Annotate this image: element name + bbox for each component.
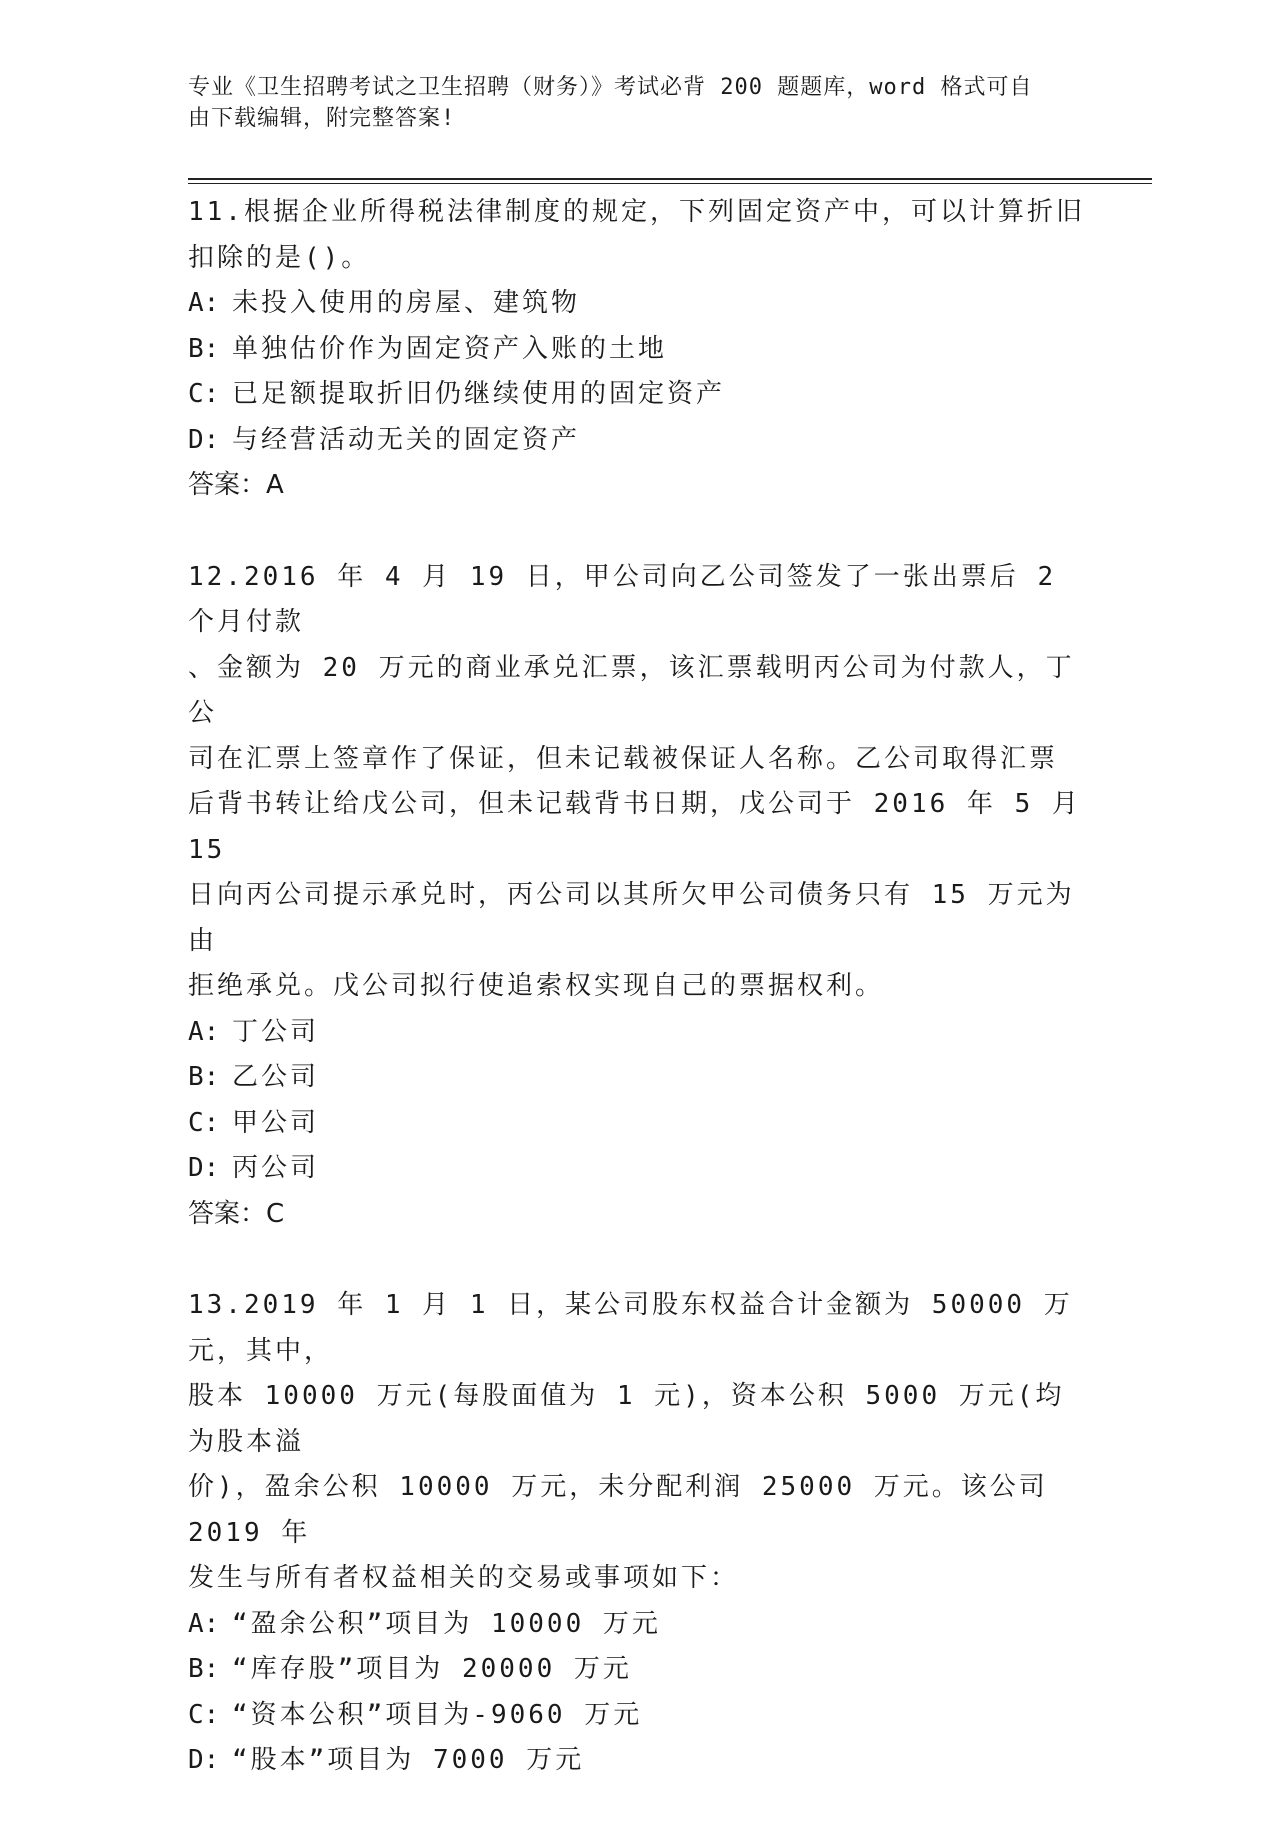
option-a [188, 1602, 1088, 1648]
question-12 [188, 555, 1088, 1238]
header-divider [188, 178, 1152, 184]
option-a [188, 281, 1088, 327]
option-d [188, 1738, 1088, 1784]
option-key: B: [188, 333, 220, 364]
option-c [188, 1693, 1088, 1739]
question-stem-line: 发生与所有者权益相关的交易或事项如下： [188, 1563, 740, 1593]
answer-line: 答案：A [188, 470, 284, 500]
option-b [188, 327, 1088, 373]
option-a [188, 1010, 1088, 1056]
question-11 [188, 190, 1088, 509]
question-stem-line: 11.根据企业所得税法律制度的规定，下列固定资产中，可以计算折旧 [188, 197, 1085, 227]
option-key: D: [188, 1745, 220, 1775]
document-header [188, 72, 1068, 134]
option-c [188, 1101, 1088, 1147]
question-stem-line: 12.2016 年 4 月 19 日，甲公司向乙公司签发了一张出票后 2 个月付款 [188, 561, 1057, 637]
header-line-2: 由下载编辑，附完整答案! [188, 106, 456, 131]
question-stem-line: 13.2019 年 1 月 1 日，某公司股东权益合计金额为 50000 万元，其中， [188, 1290, 1073, 1366]
option-key: D: [188, 1153, 220, 1183]
question-stem-line: 拒绝承兑。戊公司拟行使追索权实现自己的票据权利。 [188, 971, 885, 1001]
question-list [188, 190, 1088, 1830]
option-text: 单独估价作为固定资产入账的土地 [232, 333, 668, 364]
option-key: D: [188, 424, 220, 455]
question-13 [188, 1283, 1088, 1784]
option-text: 与经营活动无关的固定资产 [232, 424, 581, 455]
question-stem-line: 日向丙公司提示承兑时，丙公司以其所欠甲公司债务只有 15 万元为由 [188, 880, 1075, 956]
option-c [188, 372, 1088, 418]
question-stem-line: 、金额为 20 万元的商业承兑汇票，该汇票载明丙公司为付款人，丁公 [188, 652, 1075, 728]
option-d [188, 1146, 1088, 1192]
question-stem-line: 司在汇票上签章作了保证，但未记载被保证人名称。乙公司取得汇票 [188, 743, 1059, 774]
option-text: 已足额提取折旧仍继续使用的固定资产 [232, 379, 726, 409]
answer-line: 答案：C [188, 1198, 285, 1229]
option-key: C: [188, 1699, 220, 1730]
option-key: A: [188, 1608, 220, 1639]
question-stem-line: 后背书转让给戊公司，但未记载背书日期，戊公司于 2016 年 5 月 15 [188, 789, 1081, 865]
option-text: “资本公积”项目为-9060 万元 [232, 1699, 643, 1730]
question-stem-line: 扣除的是()。 [188, 242, 371, 273]
question-stem-line: 价)，盈余公积 10000 万元，未分配利润 25000 万元。该公司 2019 年 [188, 1472, 1048, 1548]
option-key: B: [188, 1654, 220, 1684]
option-b [188, 1055, 1088, 1101]
question-stem-line: 股本 10000 万元(每股面值为 1 元)，资本公积 5000 万元(均为股本溢 [188, 1381, 1065, 1457]
option-text: “盈余公积”项目为 10000 万元 [232, 1608, 661, 1639]
header-line-1: 专业《卫生招聘考试之卫生招聘（财务）》考试必背 200 题题库，word 格式可自 [188, 75, 1033, 100]
option-text: 丙公司 [232, 1153, 320, 1183]
option-text: 丁公司 [232, 1016, 320, 1047]
option-text: “库存股”项目为 20000 万元 [232, 1654, 632, 1684]
option-d [188, 418, 1088, 464]
option-text: 乙公司 [232, 1062, 320, 1092]
option-text: 未投入使用的房屋、建筑物 [232, 288, 581, 318]
option-key: C: [188, 379, 220, 409]
option-key: A: [188, 1016, 220, 1047]
option-key: B: [188, 1062, 220, 1092]
option-text: “股本”项目为 7000 万元 [232, 1745, 585, 1775]
option-text: 甲公司 [232, 1107, 320, 1138]
option-b [188, 1647, 1088, 1693]
option-key: A: [188, 288, 220, 318]
option-key: C: [188, 1107, 220, 1138]
